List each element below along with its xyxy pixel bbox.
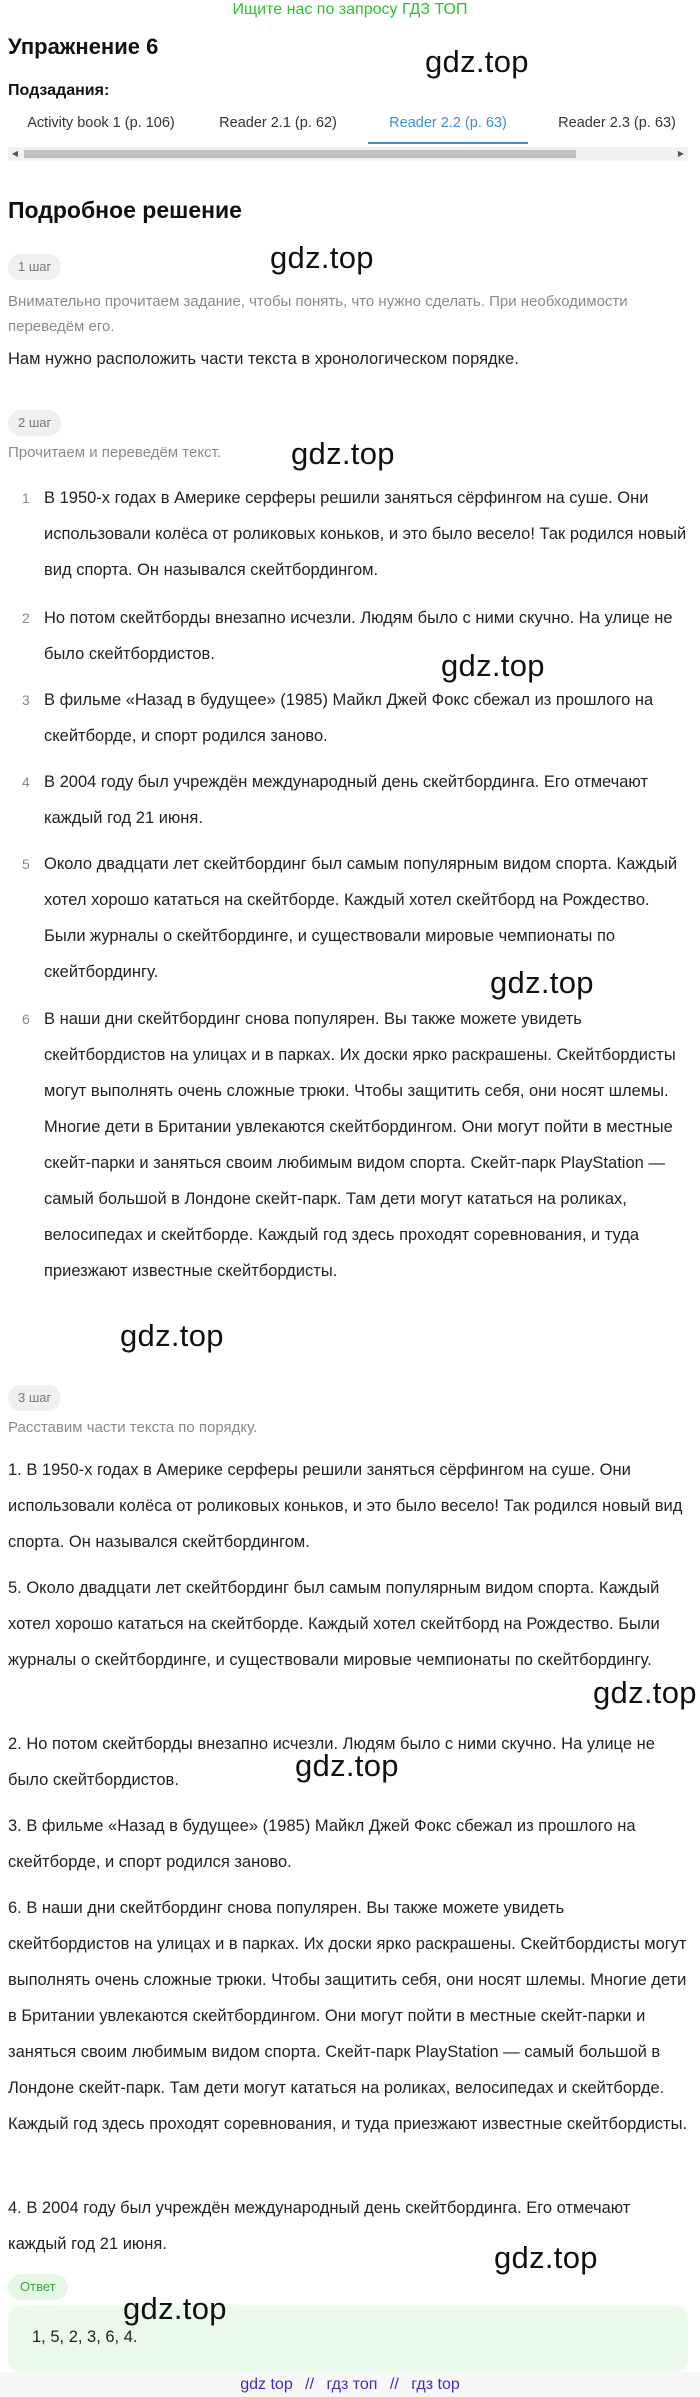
list-item — [8, 764, 688, 839]
answer-badge: Ответ — [8, 2274, 68, 2300]
list-item-number: 6 — [22, 1011, 30, 1027]
watermark: gdz.top — [291, 436, 395, 471]
list-item — [8, 1001, 688, 1296]
ordered-paragraph: 1. В 1950-х годах в Америке серферы решили заняться сёрфингом на суше. Они использовали колёса от роликовых коньков, и это было весело! Так родился новый вид спорта. Он назывался скейтбордингом. — [8, 1461, 683, 1551]
footer-link-gdz-top-mixed[interactable]: гдз top — [411, 2376, 460, 2393]
list-item — [8, 480, 688, 590]
list-item-text: В наши дни скейтбординг снова популярен. Вы также можете увидеть скейтбордистов на улицах и в парках. Их доски ярко раскрашены. Скейтбордисты могут выполнять очень сложные трюки. Чтобы защитить себя, они носят шлемы. Многие дети в Британии увлекаются скейтбордингом. Они могут пойти в местные скейт-парки и заняться своим любимым видом спорта. Скейт-парк PlayStation — самый большой в Лондоне скейт-парк. Там дети могут кататься на роликах, велосипедах и скейтборде. Каждый год здесь проходят соревнования, и туда приезжают известные скейтбордисты. — [44, 1010, 676, 1280]
list-item-number: 4 — [22, 774, 30, 790]
list-item-text: В 2004 году был учреждён международный день скейтбординга. Его отмечают каждый год 21 июня. — [44, 773, 649, 827]
footer-separator: // — [389, 2376, 399, 2393]
ordered-paragraph: 3. В фильме «Назад в будущее» (1985) Майкл Джей Фокс сбежал из прошлого на скейтборде, и спорт родился заново. — [8, 1817, 636, 1871]
ordered-paragraph: 2. Но потом скейтборды внезапно исчезли. Людям было с ними скучно. На улице не было скейтбордистов. — [8, 1735, 655, 1789]
exercise-title: Упражнение 6 — [8, 34, 159, 59]
tab-reader-2-2[interactable]: Reader 2.2 (p. 63) — [368, 110, 528, 144]
answer-text: 1, 5, 2, 3, 6, 4. — [32, 2328, 138, 2346]
top-banner[interactable]: Ищите нас по запросу ГДЗ ТОП — [232, 1, 468, 18]
step-3-hint: Расставим части текста по порядку. — [8, 1419, 258, 1436]
list-item — [8, 600, 688, 675]
footer-links — [0, 2372, 700, 2397]
watermark: gdz.top — [490, 965, 594, 1000]
ordered-paragraph: 6. В наши дни скейтбординг снова популярен. Вы также можете увидеть скейтбордистов на улицах и в парках. Их доски ярко раскрашены. Скейтбордисты могут выполнять очень сложные трюки. Чтобы защитить себя, они носят шлемы. Многие дети в Британии увлекаются скейтбордингом. Они могут пойти в местные скейт-парки и заняться своим любимым видом спорта. Скейт-парк PlayStation — самый большой в Лондоне скейт-парк. Там дети могут кататься на роликах, велосипедах и скейтборде. Каждый год здесь проходят соревнования, и туда приезжают известные скейтбордисты. — [8, 1899, 688, 2133]
scroll-right-icon[interactable]: ▶ — [677, 149, 685, 158]
footer-link-gdz-top-ru[interactable]: гдз топ — [326, 2376, 378, 2393]
step-1-hint: Внимательно прочитаем задание, чтобы понять, что нужно сделать. При необходимости переведём его. — [8, 293, 628, 335]
list-item — [8, 682, 688, 757]
ordered-paragraph: 5. Около двадцати лет скейтбординг был самым популярным видом спорта. Каждый хотел хорошо кататься на скейтборде. Каждый хотел скейтборд на Рождество. Были журналы о скейтбординге, и существовали мировые чемпионаты по скейтбордингу. — [8, 1579, 660, 1669]
answer-box — [8, 2306, 688, 2372]
scroll-left-icon[interactable]: ◀ — [11, 149, 19, 158]
list-item-number: 1 — [22, 490, 30, 506]
list-item-number: 3 — [22, 692, 30, 708]
watermark: gdz.top — [425, 44, 529, 79]
step-2-hint: Прочитаем и переведём текст. — [8, 444, 221, 461]
footer-separator: // — [305, 2376, 315, 2393]
tab-activity-book-1[interactable]: Activity book 1 (p. 106) — [27, 115, 175, 131]
list-item-text: В фильме «Назад в будущее» (1985) Майкл Джей Фокс сбежал из прошлого на скейтборде, и спорт родился заново. — [44, 691, 654, 745]
watermark: gdz.top — [494, 2240, 598, 2275]
tabs-scrollbar[interactable] — [8, 147, 688, 161]
watermark: gdz.top — [270, 240, 374, 275]
step-3-badge: 3 шаг — [8, 1385, 61, 1411]
subtasks-label: Подзадания: — [8, 82, 110, 99]
watermark: gdz.top — [120, 1318, 224, 1353]
step-1-text: Нам нужно расположить части текста в хронологическом порядке. — [8, 350, 519, 368]
watermark: gdz.top — [593, 1675, 697, 1710]
step-2-badge: 2 шаг — [8, 410, 61, 436]
list-item-number: 5 — [22, 856, 30, 872]
list-item-text: Но потом скейтборды внезапно исчезли. Людям было с ними скучно. На улице не было скейтбордистов. — [44, 609, 673, 663]
scroll-thumb[interactable] — [24, 150, 576, 158]
subtask-tabs — [8, 110, 688, 144]
watermark: gdz.top — [441, 648, 545, 683]
list-item-text: Около двадцати лет скейтбординг был самым популярным видом спорта. Каждый хотел хорошо кататься на скейтборде. Каждый хотел скейтборд на Рождество. Были журналы о скейтбординге, и существовали мировые чемпионаты по скейтбордингу. — [44, 855, 678, 981]
solution-title: Подробное решение — [8, 197, 242, 223]
watermark: gdz.top — [295, 1748, 399, 1783]
tab-reader-2-3[interactable]: Reader 2.3 (p. 63) — [558, 115, 676, 131]
list-item-number: 2 — [22, 610, 30, 626]
list-item-text: В 1950-х годах в Америке серферы решили заняться сёрфингом на суше. Они использовали колёса от роликовых коньков, и это было весело! Так родился новый вид спорта. Он назывался скейтбордингом. — [44, 489, 687, 579]
watermark: gdz.top — [123, 2291, 227, 2326]
ordered-paragraph: 4. В 2004 году был учреждён международный день скейтбординга. Его отмечают каждый год 21 июня. — [8, 2199, 631, 2253]
tab-reader-2-1[interactable]: Reader 2.1 (p. 62) — [219, 115, 337, 131]
footer-link-gdz-top[interactable]: gdz top — [240, 2376, 293, 2393]
step-1-badge: 1 шаг — [8, 254, 61, 280]
